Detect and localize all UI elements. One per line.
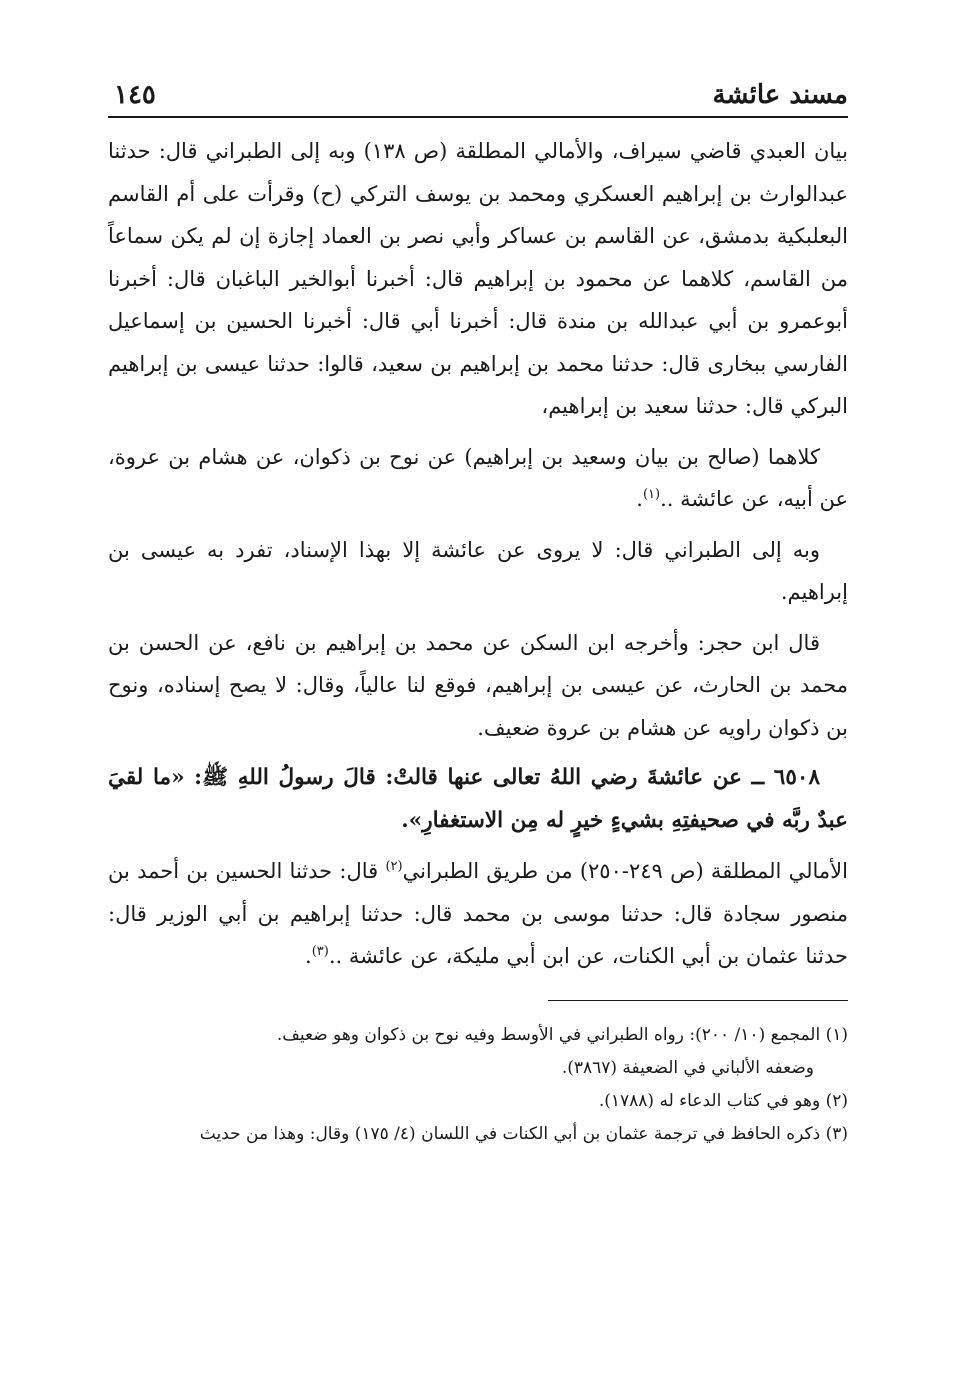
running-title: مسند عائشة — [712, 80, 848, 110]
footnote-1: (١) المجمع (١٠/ ٢٠٠): رواه الطبراني في الأوسط وفيه نوح بن ذكوان وهو ضعيف. — [276, 1024, 848, 1045]
page-header — [108, 70, 848, 118]
paragraph-tabarani: وبه إلى الطبراني قال: لا يروى عن عائشة إلا بهذا الإسناد، تفرد به عيسى بن إبراهيم. — [108, 537, 848, 604]
paragraph-amali: الأمالي المطلقة (ص ٢٤٩-٢٥٠) من طريق الطبراني$^{(٢)}$ قال: حدثنا الحسين بن أحمد بن منصور سجادة قال: حدثنا موسى بن محمد قال: حدثنا إبراهيم بن أبي الوزير قال: حدثنا عثمان بن أبي الكنات، عن ابن أبي مليكة، عن عائشة ..$^{(٣)}$. — [108, 859, 848, 968]
footnote-ref-1[interactable]: (١) — [642, 487, 661, 502]
paragraph-ibn-hajar: قال ابن حجر: وأخرجه ابن السكن عن محمد بن إبراهيم بن نافع، عن الحسن بن محمد بن الحارث، عن عيسى بن إبراهيم، فوقع لنا عالياً، وقال: لا يصح إسناده، ونوح بن ذكوان راويه عن هشام بن عروة ضعيف. — [108, 630, 848, 740]
footnote-3: (٣) ذكره الحافظ في ترجمة عثمان بن أبي الكنات في اللسان (٤/ ١٧٥) وقال: وهذا من حديث — [199, 1123, 848, 1144]
main-text — [108, 130, 848, 978]
header-rule — [108, 116, 848, 118]
footnote-ref-3[interactable]: (٣) — [311, 944, 329, 959]
footnotes — [108, 1019, 848, 1151]
footnote-separator — [548, 1000, 848, 1001]
hadith-6508: ٦٥٠٨ ــ عن عائشةَ رضي اللهُ تعالى عنها قالتْ: قالَ رسولُ اللهِ ﷺ: «ما لقيَ عبدٌ ربَّه في صحيفتِهِ بشيءٍ خيرٍ له مِن الاستغفارِ». — [108, 765, 848, 833]
paragraph-chain: بيان العبدي قاضي سيراف، والأمالي المطلقة (ص ١٣٨) وبه إلى الطبراني قال: حدثنا عبدالوارث بن إبراهيم العسكري ومحمد بن يوسف التركي (ح) وقرأت على أم القاسم البعلبكية بدمشق، عن القاسم بن عساكر وأبي نصر بن العماد إجازة إن لم يكن سماعاً من القاسم، كلاهما عن محمود بن إبراهيم قال: أخبرنا أبوالخير الباغبان قال: أخبرنا أبوعمرو بن أبي عبدالله بن مندة قال: أخبرنا أبي قال: أخبرنا الحسين بن إسماعيل الفارسي ببخارى قال: حدثنا محمد بن إبراهيم بن سعيد، قالوا: حدثنا عيسى بن إبراهيم البركي قال: حدثنا سعيد بن إبراهيم، — [108, 139, 848, 418]
paragraph-both: كلاهما (صالح بن بيان وسعيد بن إبراهيم) عن نوح بن ذكوان، عن هشام بن عروة، عن أبيه، عن عائشة ..$^{(١)}$. — [108, 444, 848, 511]
footnote-2: (٢) وهو في كتاب الدعاء له (١٧٨٨). — [598, 1090, 848, 1111]
page-number: ١٤٥ — [114, 80, 156, 110]
book-page — [108, 70, 848, 1151]
footnote-1-continuation: وضعفه الألباني في الضعيفة (٣٨٦٧). — [561, 1057, 814, 1078]
footnote-ref-2[interactable]: (٢) — [385, 859, 403, 874]
